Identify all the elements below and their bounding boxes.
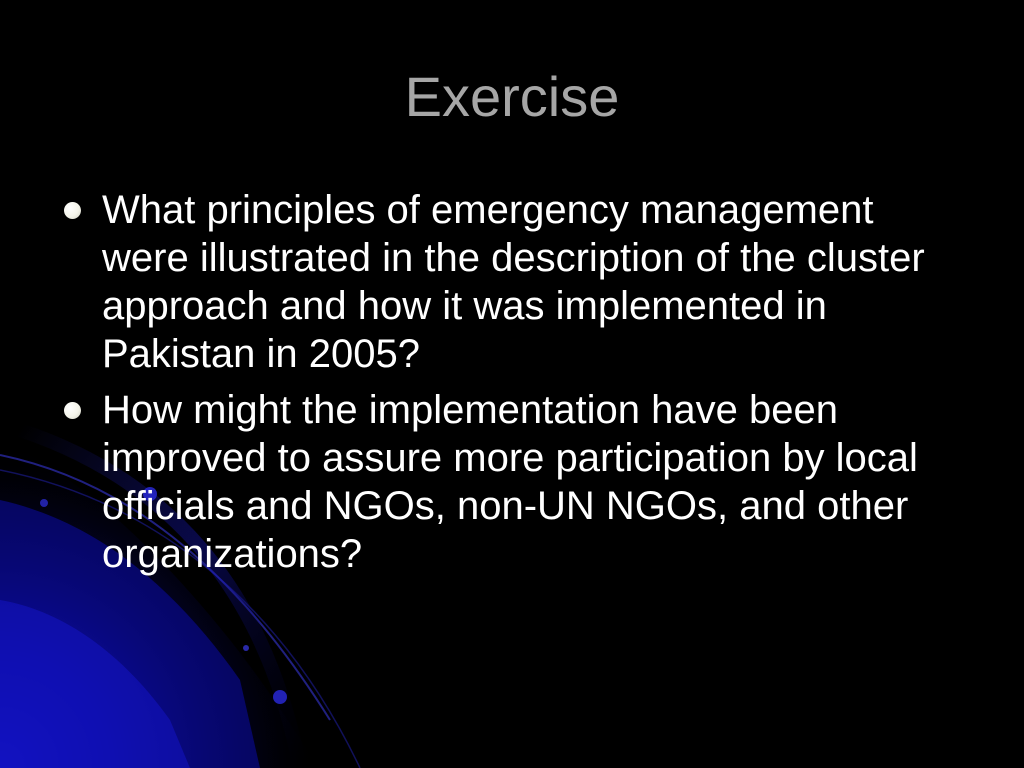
round-bullet-icon bbox=[64, 402, 81, 419]
round-bullet-icon bbox=[64, 202, 81, 219]
list-item bbox=[62, 386, 962, 578]
bullet-list bbox=[62, 186, 962, 586]
slide-title: Exercise bbox=[404, 65, 620, 128]
bullet-text: What principles of emergency management were illustrated in the description of the cluster approach and how it was implemented in Pakistan in 2005? bbox=[102, 188, 925, 376]
bullet-text: How might the implementation have been improved to assure more participation by local officials and NGOs, non-UN NGOs, and other organizations? bbox=[102, 388, 918, 576]
list-item bbox=[62, 186, 962, 378]
